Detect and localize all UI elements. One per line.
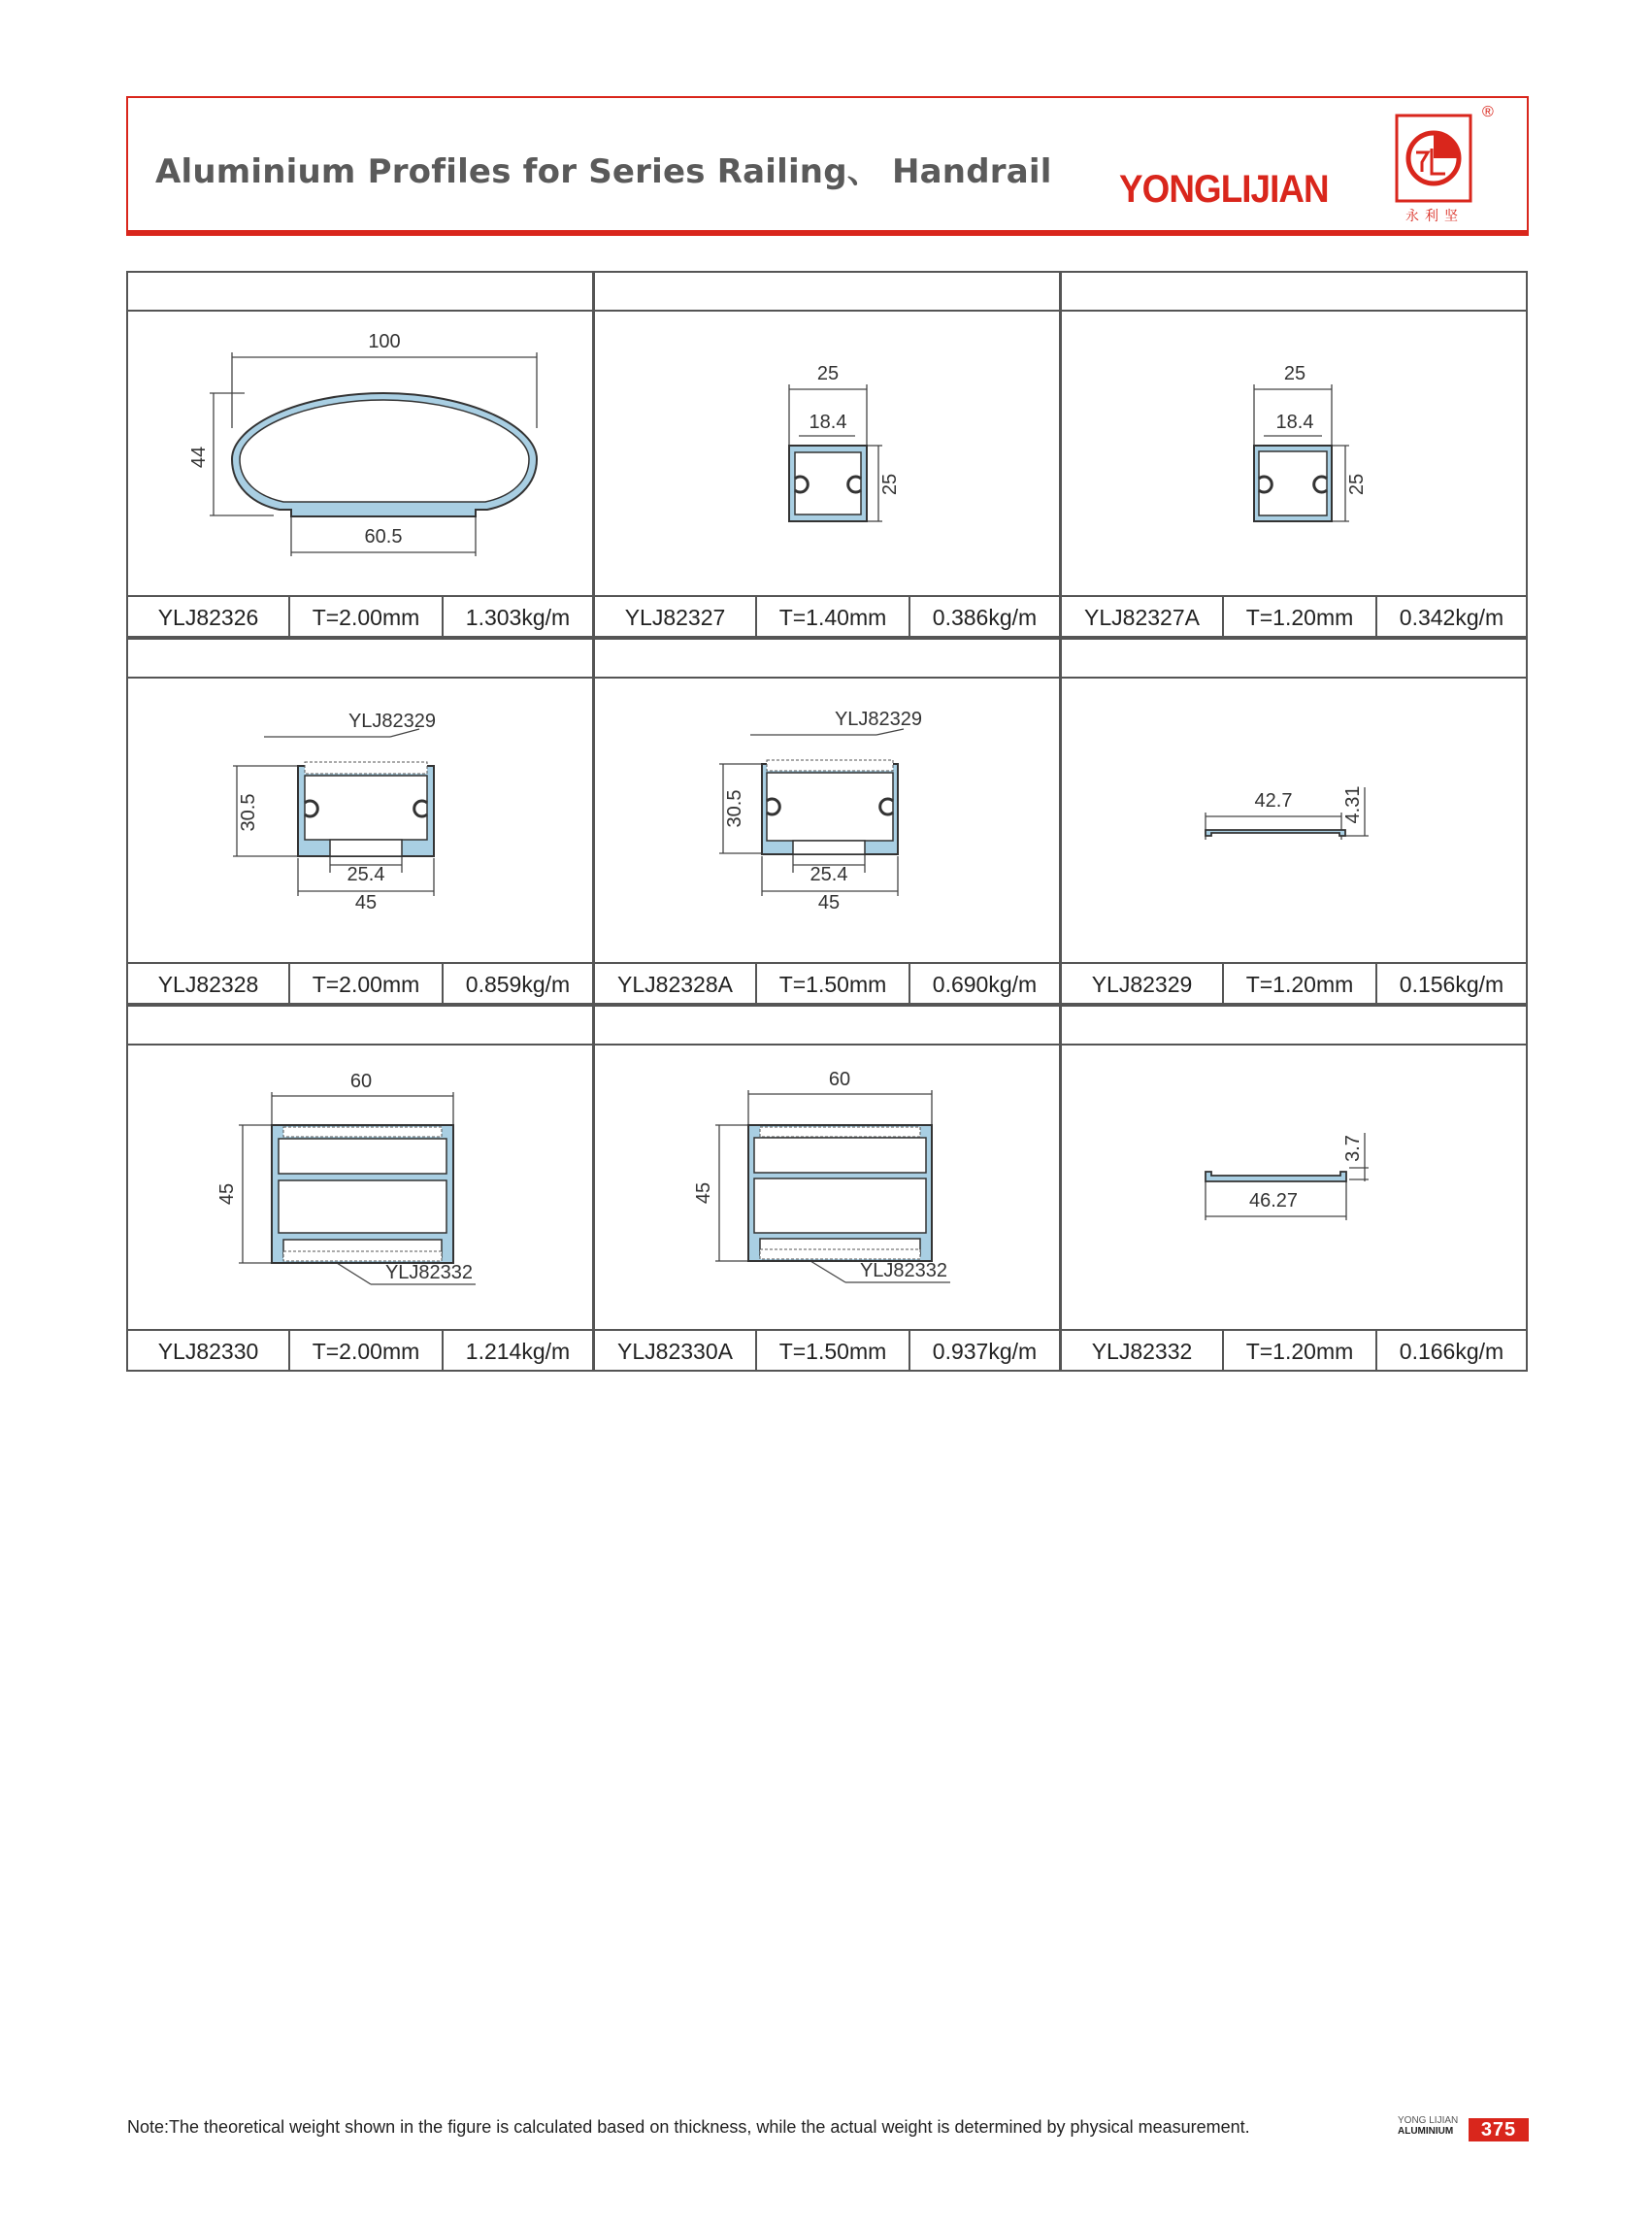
dimension-label: 3.7 [1342, 1135, 1364, 1162]
profile-thickness: T=1.20mm [1224, 597, 1377, 636]
dimension-label: 60 [349, 1071, 373, 1092]
dimension-label: 60.5 [364, 526, 403, 548]
profile-card [1060, 271, 1528, 638]
registered-mark: ® [1482, 104, 1494, 120]
profile-row [126, 638, 1529, 1005]
dimension-label: 45 [216, 1182, 238, 1206]
profile-spec-row [128, 1329, 592, 1370]
profile-thickness: T=1.50mm [757, 964, 910, 1003]
dimension-label: 45 [693, 1181, 714, 1205]
brand-chinese-name: 永利坚 [1405, 209, 1464, 224]
profile-card [126, 638, 594, 1005]
profile-code: YLJ82328A [595, 964, 757, 1003]
profile-row [126, 1005, 1529, 1372]
sub-profile-label: YLJ82329 [834, 709, 923, 730]
brand-logo-icon [1395, 114, 1472, 203]
profile-card [126, 271, 594, 638]
card-header-band [1062, 273, 1526, 312]
profile-thickness: T=1.20mm [1224, 1331, 1377, 1370]
dimension-label: 30.5 [724, 789, 745, 828]
footer-note: Note:The theoretical weight shown in the figure is calculated based on thickness, while the actual weight is determined by physical measurement. [127, 2117, 1250, 2137]
profile-drawing [128, 679, 592, 960]
profile-code: YLJ82327A [1062, 597, 1224, 636]
dimension-label: 18.4 [1275, 412, 1314, 433]
profile-weight: 0.386kg/m [932, 605, 1038, 630]
profile-drawing [128, 312, 592, 593]
profile-row [126, 271, 1529, 638]
profile-thickness: T=2.00mm [290, 964, 444, 1003]
profile-weight: 0.859kg/m [465, 972, 571, 997]
sub-profile-label: YLJ82332 [859, 1260, 948, 1281]
profile-spec-row [1062, 962, 1526, 1003]
dimension-label: 4.31 [1342, 785, 1364, 824]
profile-weight: 1.214kg/m [465, 1339, 571, 1364]
profile-spec-row [595, 1329, 1059, 1370]
card-header-band [595, 273, 1059, 312]
profile-thickness: T=1.40mm [757, 597, 910, 636]
dimension-label: 25 [1346, 473, 1368, 496]
dimension-label: 100 [368, 331, 401, 352]
profile-code: YLJ82330A [595, 1331, 757, 1370]
profile-card [1060, 1005, 1528, 1372]
card-header-band [128, 640, 592, 679]
profile-drawing [1062, 1046, 1526, 1327]
sub-profile-label: YLJ82329 [347, 711, 437, 732]
sub-profile-label: YLJ82332 [384, 1262, 474, 1283]
profile-code: YLJ82328 [128, 964, 290, 1003]
profile-card [126, 1005, 594, 1372]
profile-drawing [1062, 312, 1526, 593]
dimension-label: 25 [1283, 363, 1306, 384]
profile-weight: 0.342kg/m [1399, 605, 1504, 630]
dimension-label: 42.7 [1254, 790, 1293, 812]
profile-code: YLJ82332 [1062, 1331, 1224, 1370]
card-header-band [1062, 640, 1526, 679]
card-header-band [128, 273, 592, 312]
card-header-band [595, 1007, 1059, 1046]
profile-spec-row [595, 962, 1059, 1003]
card-header-band [128, 1007, 592, 1046]
profile-code: YLJ82327 [595, 597, 757, 636]
card-header-band [1062, 1007, 1526, 1046]
profile-drawing [1062, 679, 1526, 960]
profile-card [593, 271, 1061, 638]
brand-name: YONGLIJIAN [1119, 168, 1329, 211]
profile-code: YLJ82329 [1062, 964, 1224, 1003]
page-header [126, 96, 1529, 236]
dimension-label: 25.4 [809, 864, 848, 885]
footer-brand-line1: YONG LIJIAN [1398, 2115, 1459, 2126]
profile-weight: 0.166kg/m [1399, 1339, 1504, 1364]
profile-card [593, 1005, 1061, 1372]
profile-weight: 0.937kg/m [932, 1339, 1038, 1364]
profile-spec-row [128, 962, 592, 1003]
profile-thickness: T=1.50mm [757, 1331, 910, 1370]
footer-brand [1398, 2115, 1458, 2137]
page-title: Aluminium Profiles for Series Railing、 Handrail [155, 152, 1052, 191]
profile-drawing [128, 1046, 592, 1327]
profile-code: YLJ82326 [128, 597, 290, 636]
profile-weight: 0.156kg/m [1399, 972, 1504, 997]
profile-drawing [595, 679, 1059, 960]
profile-spec-row [1062, 1329, 1526, 1370]
profile-weight: 1.303kg/m [465, 605, 571, 630]
page-number: 375 [1469, 2118, 1529, 2141]
footer-brand-line2: ALUMINIUM [1398, 2126, 1454, 2137]
dimension-label: 25 [879, 473, 901, 496]
profile-drawing [595, 312, 1059, 593]
dimension-label: 46.27 [1248, 1190, 1299, 1212]
profile-spec-row [1062, 595, 1526, 636]
profile-card [1060, 638, 1528, 1005]
dimension-label: 45 [354, 892, 378, 913]
card-header-band [595, 640, 1059, 679]
profile-thickness: T=1.20mm [1224, 964, 1377, 1003]
dimension-label: 25 [816, 363, 840, 384]
dimension-label: 44 [188, 446, 210, 469]
dimension-label: 60 [828, 1069, 851, 1090]
dimension-label: 18.4 [809, 412, 847, 433]
profile-drawing [595, 1046, 1059, 1327]
profile-thickness: T=2.00mm [290, 597, 444, 636]
profile-card [593, 638, 1061, 1005]
profile-weight: 0.690kg/m [932, 972, 1038, 997]
dimension-label: 30.5 [238, 793, 259, 832]
profile-spec-row [595, 595, 1059, 636]
dimension-label: 45 [817, 892, 841, 913]
profile-thickness: T=2.00mm [290, 1331, 444, 1370]
profile-spec-row [128, 595, 592, 636]
dimension-label: 25.4 [347, 864, 385, 885]
profile-code: YLJ82330 [128, 1331, 290, 1370]
